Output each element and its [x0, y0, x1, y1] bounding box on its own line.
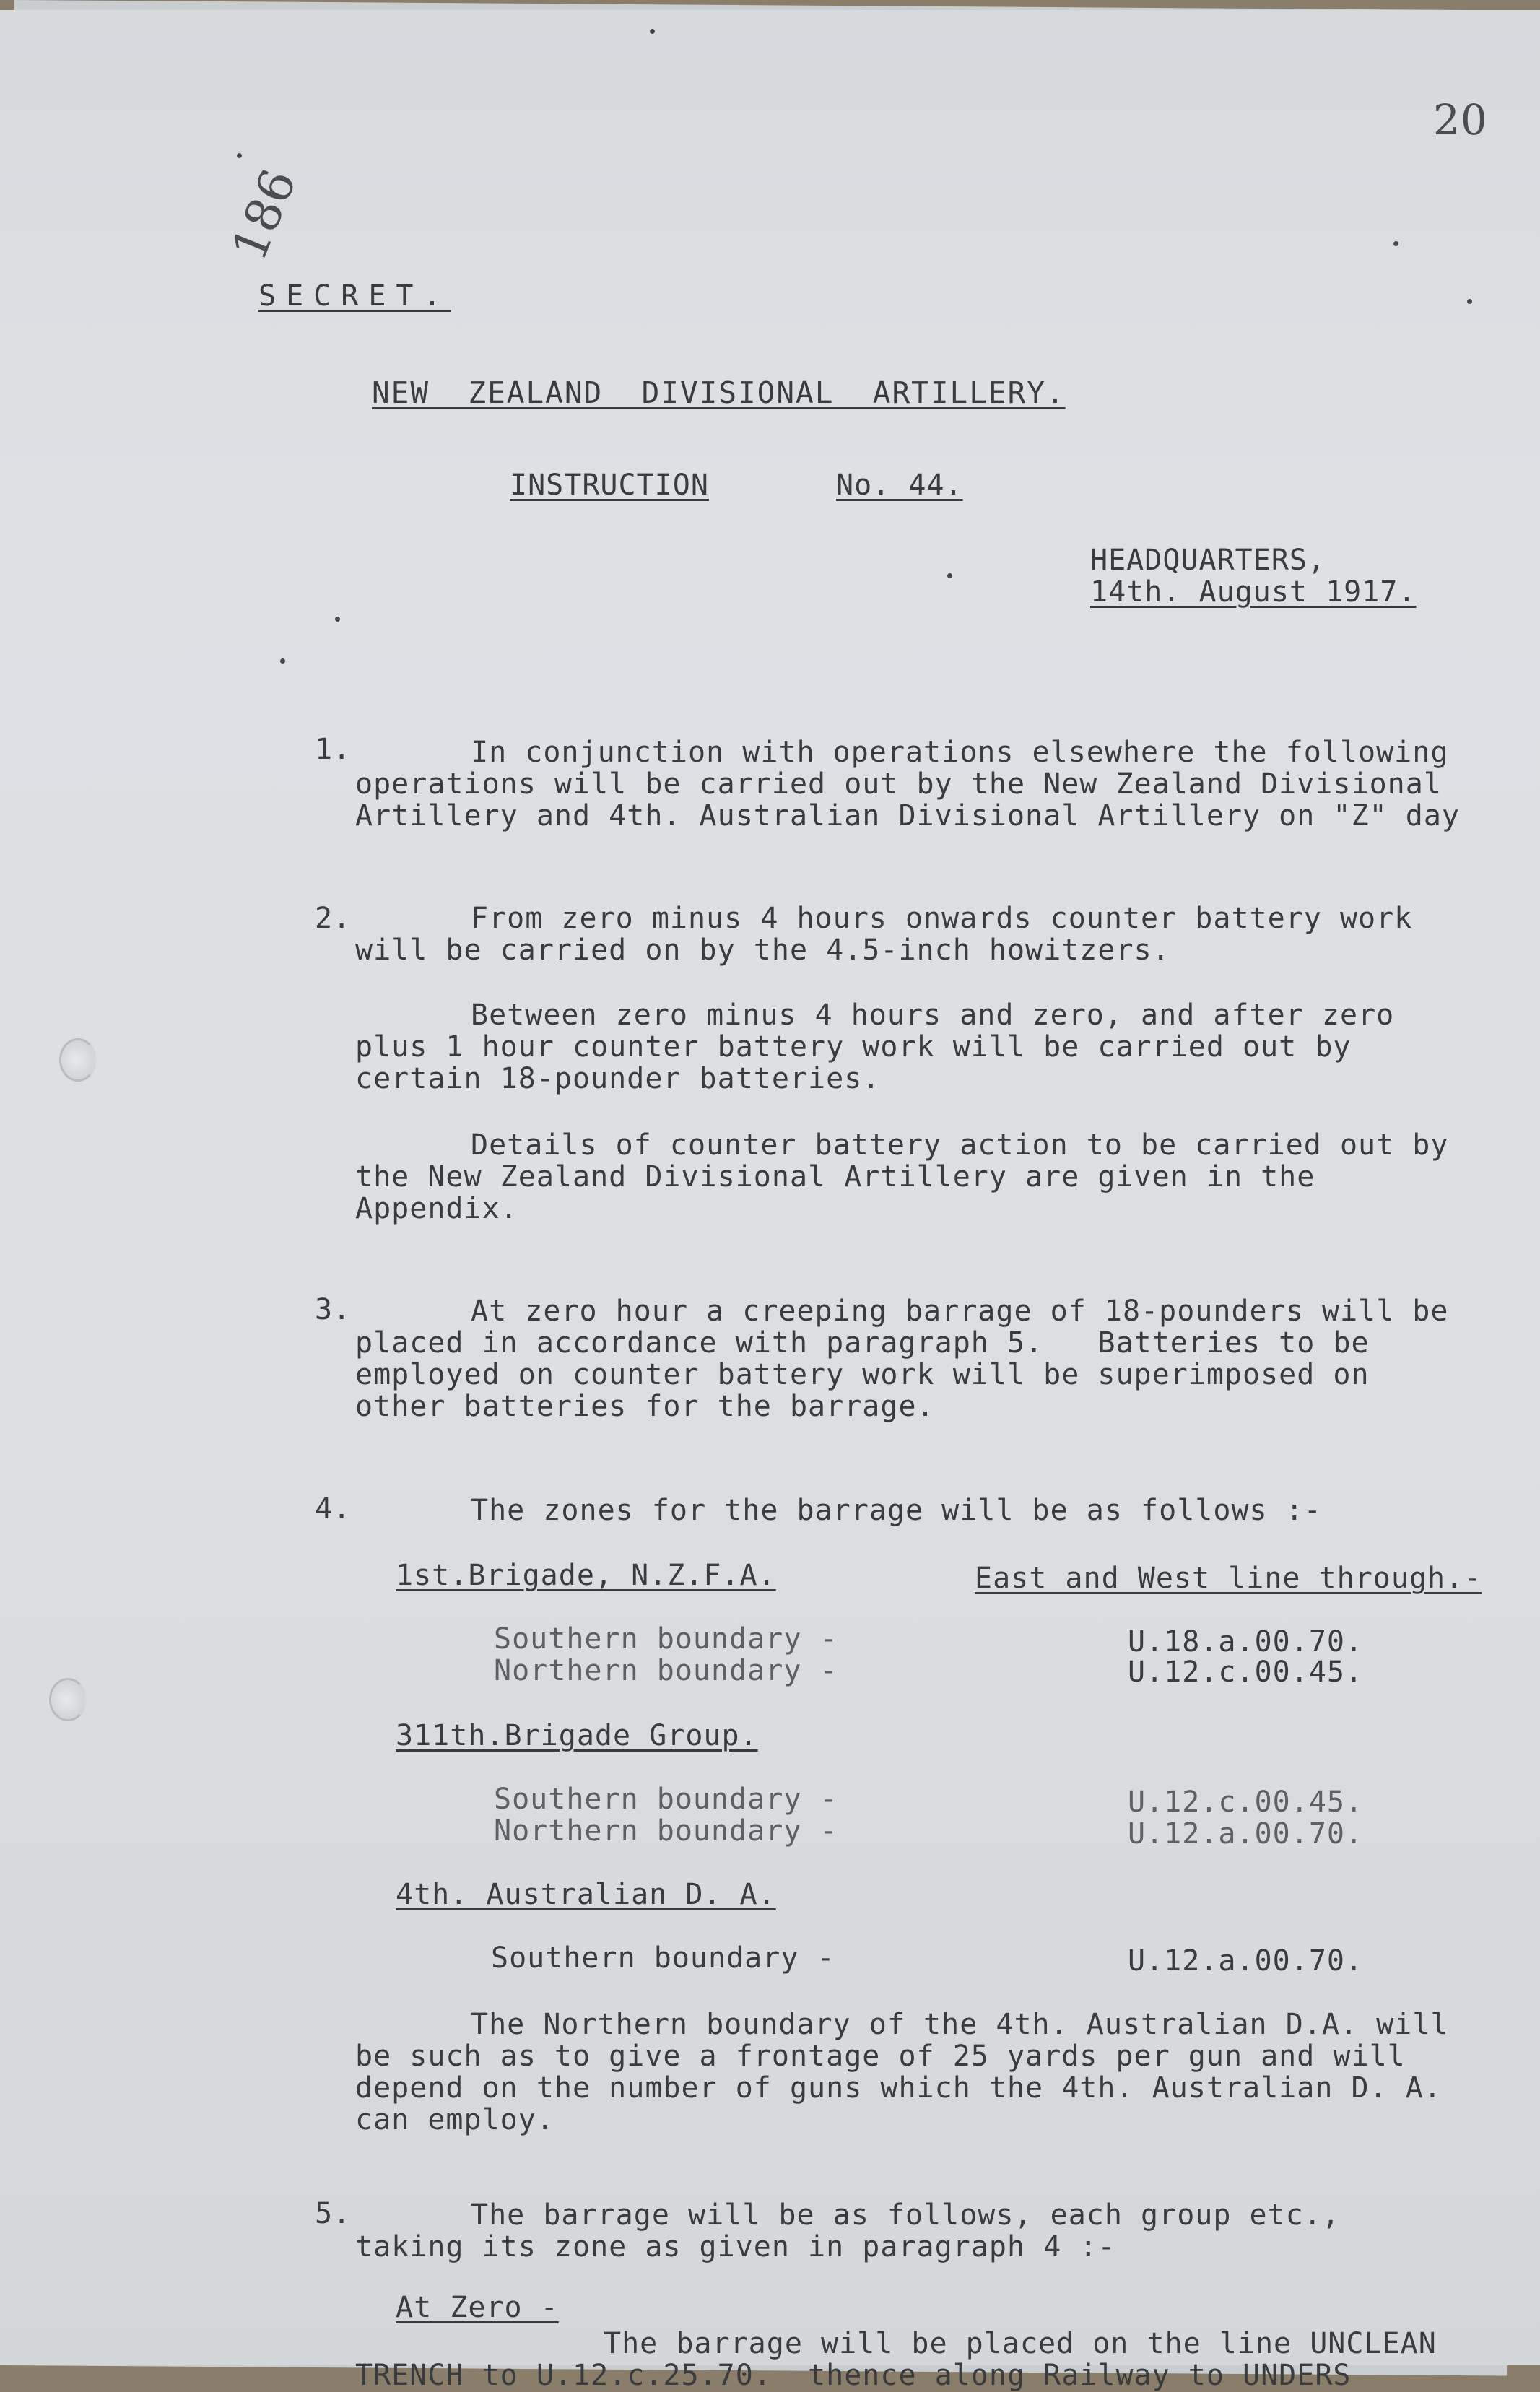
- unit-heading: NEW ZEALAND DIVISIONAL ARTILLERY.: [372, 375, 1066, 410]
- zone-row-label: Southern boundary -: [494, 1783, 838, 1816]
- instruction-label: INSTRUCTION: [510, 469, 709, 502]
- ink-speck: [947, 573, 952, 578]
- zone-row-label: Southern boundary -: [491, 1941, 835, 1975]
- paragraph-5-number: 5.: [315, 2197, 352, 2230]
- zone-row-label: Southern boundary -: [494, 1622, 838, 1656]
- paragraph-5-sub-heading: At Zero -: [396, 2291, 559, 2324]
- paragraph-2c-line-2: the New Zealand Divisional Artillery are given in the: [355, 1160, 1315, 1193]
- ink-speck: [1467, 299, 1472, 304]
- paragraph-1-number: 1.: [315, 733, 352, 766]
- zone-group-name: 4th. Australian D. A.: [396, 1878, 776, 1911]
- zone-row-label: Northern boundary -: [494, 1654, 838, 1687]
- paragraph-5-line-2: taking its zone as given in paragraph 4 :-: [355, 2230, 1116, 2263]
- paragraph-2b-line-2: plus 1 hour counter battery work will be carried out by: [355, 1030, 1352, 1064]
- ink-speck: [335, 617, 340, 622]
- zone-row-label: Northern boundary -: [494, 1814, 838, 1848]
- paragraph-5-line-1: The barrage will be as follows, each group etc.,: [471, 2199, 1340, 2232]
- paragraph-4-note-line-1: The Northern boundary of the 4th. Australian D.A. will: [471, 2008, 1449, 2041]
- paragraph-2b-line-1: Between zero minus 4 hours and zero, and after zero: [471, 999, 1395, 1032]
- paragraph-5-line-4: TRENCH to U.12.c.25.70. thence along Railway to UNDERS: [355, 2359, 1352, 2392]
- origin-place: HEADQUARTERS,: [1090, 544, 1326, 577]
- page-number: 20: [1433, 95, 1488, 144]
- zone-row-value: U.12.c.00.45.: [1128, 1786, 1364, 1819]
- paragraph-5-line-3: The barrage will be placed on the line UNCLEAN: [604, 2327, 1437, 2360]
- zone-row-value: U.12.c.00.45.: [1128, 1656, 1364, 1689]
- paragraph-3-line-1: At zero hour a creeping barrage of 18-pounders will be: [471, 1295, 1449, 1328]
- paragraph-1-line-3: Artillery and 4th. Australian Divisional Artillery on "Z" day: [355, 799, 1461, 832]
- zone-column-header: East and West line through.-: [975, 1562, 1482, 1595]
- paragraph-4-line-1: The zones for the barrage will be as follows :-: [471, 1494, 1322, 1527]
- paragraph-3-number: 3.: [315, 1293, 352, 1326]
- zone-group-name: 1st.Brigade, N.Z.F.A.: [396, 1559, 776, 1592]
- paragraph-2-number: 2.: [315, 902, 352, 935]
- document-page: [0, 10, 1540, 2392]
- zone-group-name: 311th.Brigade Group.: [396, 1719, 758, 1752]
- zone-row-value: U.12.a.00.70.: [1128, 1817, 1364, 1850]
- paragraph-1-line-2: operations will be carried out by the New Zealand Divisional: [355, 767, 1442, 801]
- paragraph-4-note-line-3: depend on the number of guns which the 4th. Australian D. A.: [355, 2071, 1442, 2105]
- paragraph-4-number: 4.: [315, 1492, 352, 1526]
- ink-speck: [650, 29, 655, 34]
- punch-hole: [59, 1038, 97, 1082]
- paragraph-2c-line-1: Details of counter battery action to be carried out by: [471, 1128, 1449, 1162]
- zone-row-value: U.18.a.00.70.: [1128, 1625, 1364, 1658]
- ink-speck: [237, 153, 242, 158]
- paragraph-3-line-3: employed on counter battery work will be superimposed on: [355, 1358, 1370, 1391]
- handwritten-folio-number: 186: [221, 160, 308, 269]
- paragraph-4-note-line-4: can employ.: [355, 2103, 554, 2136]
- instruction-number: No. 44.: [836, 469, 963, 502]
- ink-speck: [280, 658, 285, 664]
- punch-hole: [49, 1678, 87, 1721]
- paragraph-3-line-4: other batteries for the barrage.: [355, 1390, 935, 1423]
- origin-date: 14th. August 1917.: [1090, 575, 1417, 609]
- zone-row-value: U.12.a.00.70.: [1128, 1944, 1364, 1978]
- paragraph-2-line-2: will be carried on by the 4.5-inch howitzers.: [355, 934, 1170, 967]
- paragraph-1-line-1: In conjunction with operations elsewhere the following: [471, 736, 1449, 769]
- paragraph-4-note-line-2: be such as to give a frontage of 25 yards per gun and will: [355, 2040, 1406, 2073]
- paragraph-2b-line-3: certain 18-pounder batteries.: [355, 1062, 881, 1095]
- ink-speck: [1393, 241, 1398, 246]
- paragraph-3-line-2: placed in accordance with paragraph 5. Batteries to be: [355, 1326, 1370, 1360]
- paragraph-2-line-1: From zero minus 4 hours onwards counter battery work: [471, 902, 1413, 935]
- paragraph-2c-line-3: Appendix.: [355, 1192, 518, 1225]
- classification-marking: SECRET.: [258, 279, 451, 313]
